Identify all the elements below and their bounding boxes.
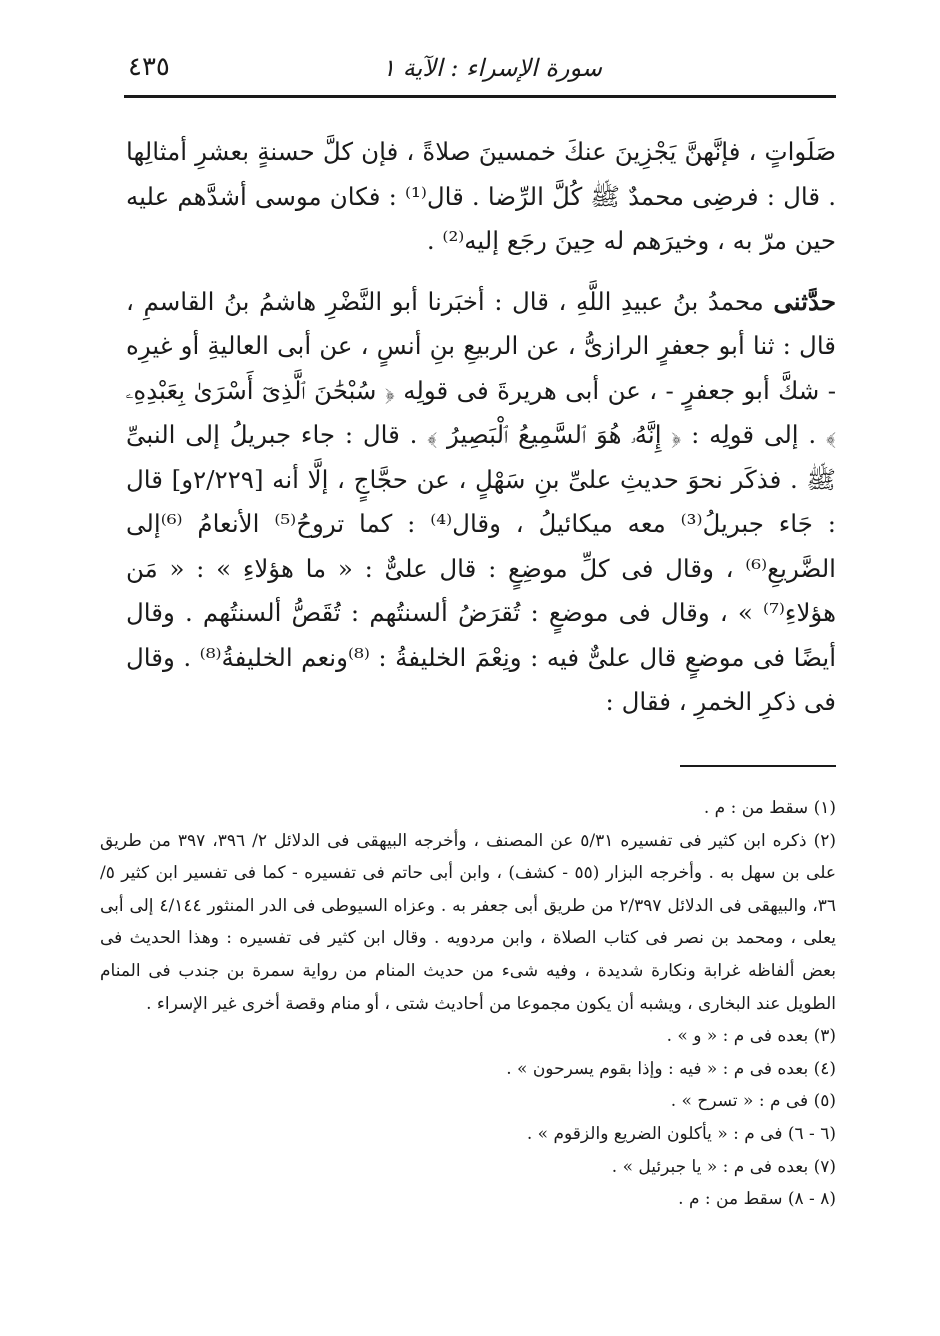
paragraph-2: [126, 280, 836, 725]
footnote-5: (٥) فى م : « تسرح » .: [670, 1091, 836, 1112]
footnote-3: (٣) بعده فى م : « و » .: [666, 1026, 836, 1047]
running-title: سورة الإسراء : الآية ١: [382, 54, 602, 82]
paragraph-1: صَلَواتٍ ، فإنَّهنَّ يَجْزِينَ عنكَ خمسينَ صلاةً ، فإن كلَّ حسنةٍ بعشرِ أمثالِها . قال : فرضِى محمدٌ ﷺ كُلَّ الرِّضا . قال⁽¹⁾ : فكان موسى أشدَّهم عليه حين مرّ به ، وخيرَهم له حِينَ رجَع إليه⁽²⁾ .: [126, 137, 836, 255]
page-header: [124, 48, 834, 94]
footnote-7: (٧) بعده فى م : « يا جبرئيل » .: [611, 1156, 836, 1177]
main-text: [126, 130, 836, 725]
footnote-4: (٤) بعده فى م : « فيه : وإذا بقوم يسرحون » .: [506, 1058, 836, 1079]
paragraph-2-text: محمدُ بنُ عبيدِ اللَّهِ ، قال : أخبَرنا أبو النَّضْرِ هاشمُ بنُ القاسمِ ، قال : ثنا أبو جعفرٍ الرازىُّ ، عن الربيعِ بنِ أنسٍ ، عن أبى العاليةِ أو غيرِه - شكَّ أبو جعفرٍ - ، عن أبى هريرةَ فى قولِه ﴿ سُبْحَٰنَ ٱلَّذِىٓ أَسْرَىٰ بِعَبْدِهِۦ ﴾ . إلى قولِه : ﴿ إِنَّهُۥ هُوَ ٱلسَّمِيعُ ٱلْبَصِيرُ ﴾ . قال : جاء جبريلُ إلى النبىِّ ﷺ . فذكَر نحوَ حديثِ علىِّ بنِ سَهْلٍ ، عن حجَّاجٍ ، إلَّا أنه [٢/٢٢٩و] قال : جَاء جبريلُ⁽³⁾ معه ميكائيلُ ، وقال⁽⁴⁾ : كما تروحُ⁽⁵⁾ الأنعامُ ⁽⁶⁾إلى الضَّريعِ⁽⁶⁾ ، وقال فى كلِّ موضِعٍ : قال علىٌّ : « ما هؤلاءِ » : « مَن هؤلاءِ⁽⁷⁾ » ، وقال فى موضعٍ : تُقرَضُ ألسنتُهم : تُقَصُّ ألسنتُهم . وقال أيضًا فى موضعٍ قال علىٌّ فيه : ونِعْمَ الخليفةُ : ⁽⁸⁾ونعم الخليفةُ⁽⁸⁾ . وقال فى ذكرِ الخمرِ ، فقال :: [126, 286, 837, 716]
page-number: ٤٣٥: [128, 52, 170, 82]
footnote-1: (١) سقط من : م .: [703, 798, 836, 818]
header-rule: [124, 95, 836, 98]
paragraph-2-lead-word: حدَّثنى: [773, 286, 836, 316]
footnote-8: (٨ - ٨) سقط من : م .: [678, 1189, 836, 1210]
footnote-6: (٦ - ٦) فى م : « يأكلون الضريع والزقوم » .: [526, 1123, 836, 1144]
footnote-separator: [680, 765, 836, 767]
footnote-2: (٢) ذكره ابن كثير فى تفسيره ٥/٣١ عن المصنف ، وأخرجه البيهقى فى الدلائل ٢/ ٣٩٦، ٣٩٧ من طريق على بن سهل به . وأخرجه البزار (٥٥ - كشف) ، وابن أبى حاتم فى تفسيره - كما فى تفسير ابن كثير ٥/ ٣٦، والبيهقى فى الدلائل ٢/٣٩٧ من طريق أبى جعفر به . وعزاه السيوطى فى الدر المنثور ٤/١٤٤ إلى أبى يعلى ، ومحمد بن نصر فى كتاب الصلاة ، وابن مردويه . وقال ابن كثير فى تفسيره : وهذا الحديث فى بعض ألفاظه غرابة ونكارة شديدة ، وفيه شىء من حديث المنام من رواية سمرة بن جندب فى المنام الطويل عند البخارى ، ويشبه أن يكون مجموعا من أحاديث شتى ، أو منام وقصة أخرى غير الإسراء .: [100, 830, 837, 1014]
footnotes: [100, 792, 836, 1216]
